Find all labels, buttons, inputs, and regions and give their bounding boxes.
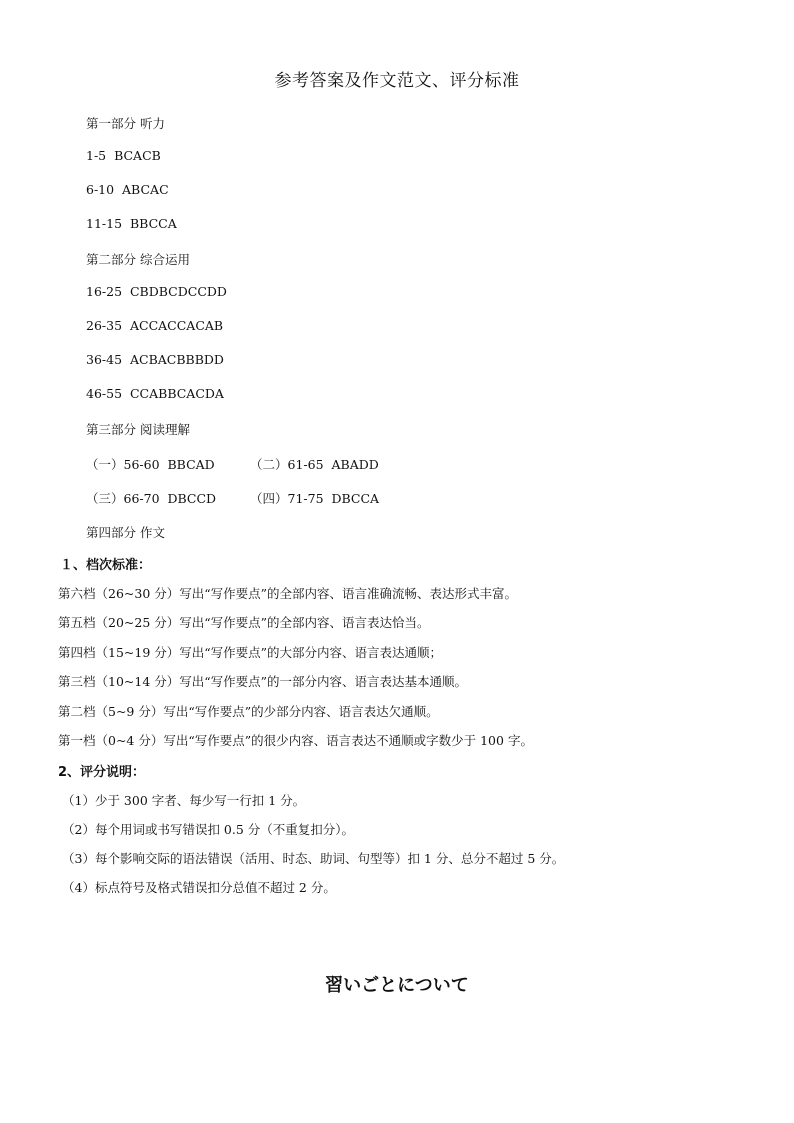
answer-line: 1-5 BCACB [86, 148, 161, 163]
grade-level: 第二档（5~9 分）写出“写作要点”的少部分内容、语言表达欠通顺。 [58, 704, 439, 719]
part3-heading: 第三部分 阅读理解 [86, 422, 190, 437]
answer-line: 26-35 ACCACCACAB [86, 318, 224, 333]
grade-level: 第三档（10~14 分）写出“写作要点”的一部分内容、语言表达基本通顺。 [58, 674, 468, 689]
grade-level: 第六档（26~30 分）写出“写作要点”的全部内容、语言准确流畅、表达形式丰富。 [58, 586, 518, 601]
part2-heading: 第二部分 综合运用 [86, 252, 190, 267]
reading-answer: （三）66-70 DBCCD [86, 491, 217, 506]
grade-level: 第一档（0~4 分）写出“写作要点”的很少内容、语言表达不通顺或字数少于 100 字。 [58, 733, 533, 748]
answer-line: 46-55 CCABBCACDA [86, 386, 224, 401]
scoring-note: （1）少于 300 字者、每少写一行扣 1 分。 [62, 793, 306, 808]
answer-line: 36-45 ACBACBBBDD [86, 352, 224, 367]
grade-level: 第四档（15~19 分）写出“写作要点”的大部分内容、语言表达通顺； [58, 645, 443, 660]
part1-heading: 第一部分 听力 [86, 116, 165, 131]
part4-heading: 第四部分 作文 [86, 525, 165, 540]
answer-line: 16-25 CBDBCDCCDD [86, 284, 227, 299]
essay-title: 習いごとについて [325, 975, 469, 996]
scoring-note: （2）每个用词或书写错误扣 0.5 分（不重复扣分）。 [62, 822, 355, 837]
reading-answer: （一）56-60 BBCAD [86, 457, 215, 472]
notes-heading: 2、评分说明： [58, 765, 146, 780]
reading-answer: （四）71-75 DBCCA [250, 491, 380, 506]
page-title: 参考答案及作文范文、评分标准 [274, 71, 520, 91]
answer-line: 11-15 BBCCA [86, 216, 177, 231]
scoring-note: （3）每个影响交际的语法错误（活用、时态、助词、句型等）扣 1 分、总分不超过 5 分。 [62, 851, 565, 866]
answer-line: 6-10 ABCAC [86, 182, 169, 197]
grading-heading: １、档次标准： [60, 558, 152, 573]
grade-level: 第五档（20~25 分）写出“写作要点”的全部内容、语言表达恰当。 [58, 615, 430, 630]
scoring-note: （4）标点符号及格式错误扣分总值不超过 2 分。 [62, 880, 336, 895]
reading-answer: （二）61-65 ABADD [250, 457, 379, 472]
